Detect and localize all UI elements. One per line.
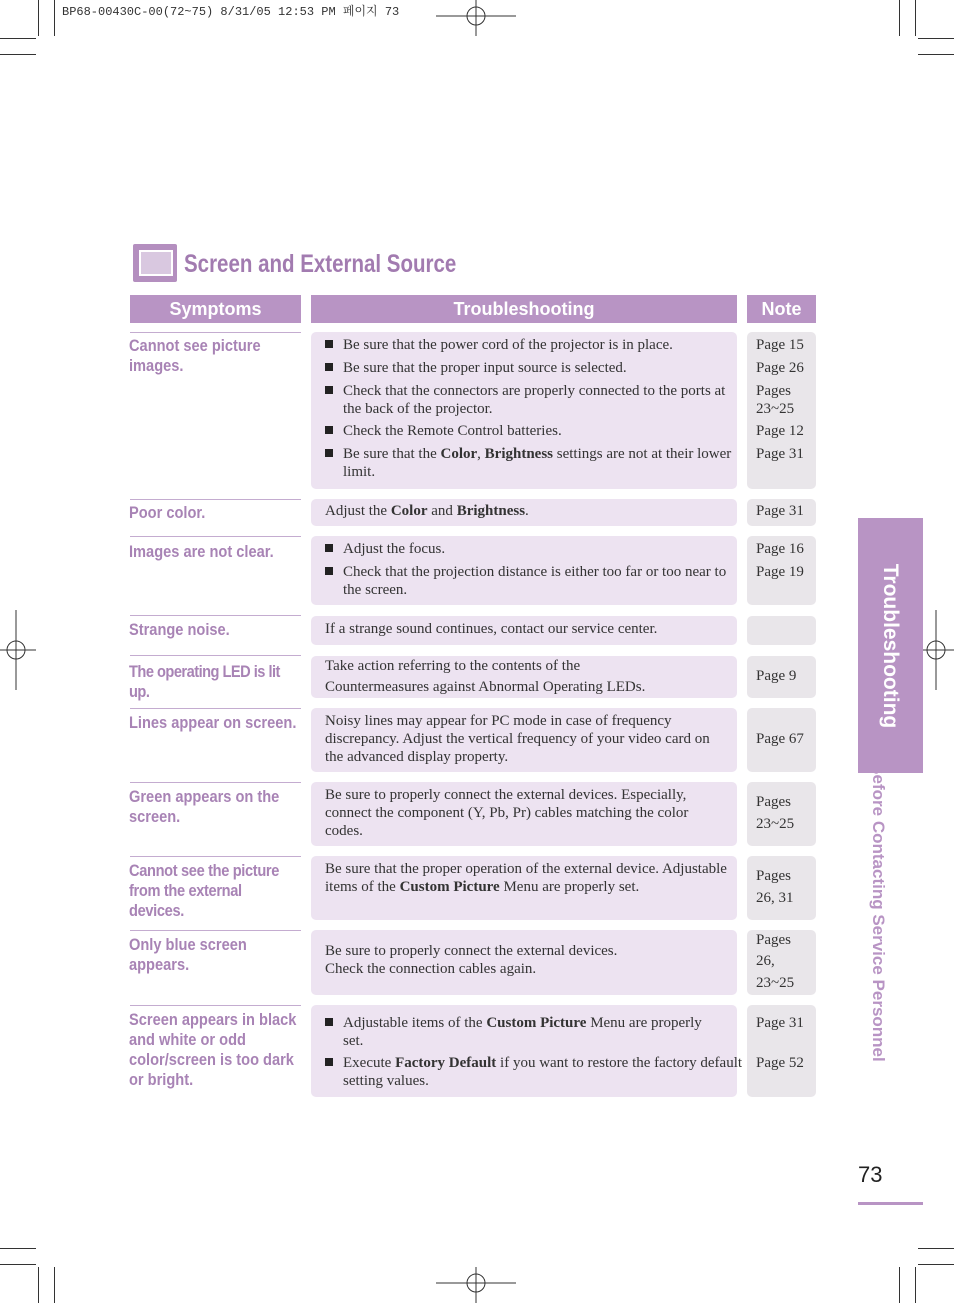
troubleshooting-text: If a strange sound continues, contact our service center. [325, 621, 658, 637]
note-cell [747, 708, 816, 772]
note-cell [747, 499, 816, 526]
symptom-label: Only blue screen appears. [129, 935, 247, 974]
page-reference: Page 31 [756, 446, 804, 462]
list-item: Check that the projection distance is either too far or too near to the screen. [325, 563, 739, 599]
row-divider [130, 930, 301, 931]
troubleshooting-cell [311, 616, 737, 645]
symptom-label: Lines appear on screen. [129, 713, 297, 732]
row-divider [130, 782, 301, 783]
side-subtitle: Before Contacting Service Personnel [869, 762, 888, 1062]
page-reference: Page 15 [756, 337, 804, 353]
row-divider [130, 1005, 301, 1006]
note-cell [747, 536, 816, 605]
troubleshooting-cell [311, 332, 737, 489]
registration-mark-right [918, 610, 954, 690]
page-reference: Pages [756, 383, 791, 399]
page-reference: Page 31 [756, 503, 804, 519]
list-item: Be sure that the proper input source is selected. [325, 359, 739, 377]
troubleshooting-text: Be sure that the proper operation of the external device. Adjustable items of the Custom Picture Menu are properly set. [325, 861, 727, 895]
page-reference: 23~25 [756, 401, 795, 417]
symptom-label: The operating LED is lit up. [129, 662, 280, 701]
troubleshooting-cell [311, 656, 737, 698]
page-reference: 23~25 [756, 975, 795, 991]
row-divider [130, 332, 301, 333]
registration-mark-bottom [436, 1267, 516, 1303]
section-title: Screen and External Source [184, 250, 457, 278]
note-cell [747, 856, 816, 920]
symptom-label: Strange noise. [129, 620, 230, 639]
troubleshooting-text: Take action referring to the contents of the [325, 658, 581, 674]
note-cell [747, 656, 816, 698]
page-reference: 26, 31 [756, 890, 794, 906]
row-divider [130, 856, 301, 857]
page-reference: Page 26 [756, 360, 804, 376]
symptom-label: Green appears on the screen. [129, 787, 280, 826]
registration-mark-left [0, 610, 36, 690]
note-cell [747, 332, 816, 489]
bullet-icon [325, 544, 333, 552]
list-item: Check the Remote Control batteries. [325, 422, 739, 440]
row-divider [130, 499, 301, 500]
row-divider [130, 655, 301, 656]
troubleshooting-text: Be sure to properly connect the external devices. [325, 943, 618, 959]
troubleshooting-text: Noisy lines may appear for PC mode in case of frequency discrepancy. Adjust the vertical frequency of your video card on the advanced display property. [325, 713, 710, 765]
page-reference: Page 52 [756, 1055, 804, 1071]
page-reference: Page 9 [756, 668, 797, 684]
troubleshooting-cell [311, 499, 737, 526]
troubleshooting-cell [311, 782, 737, 846]
note-cell [747, 930, 816, 995]
bullet-icon [325, 567, 333, 575]
troubleshooting-text: Be sure to properly connect the external devices. Especially, connect the component (Y, Pb, Pr) cables matching the color codes. [325, 787, 689, 839]
list-item: Adjustable items of the Custom Picture Menu are properly set. [325, 1014, 713, 1050]
note-cell [747, 616, 816, 645]
list-item: Execute Factory Default if you want to restore the factory default setting values. [325, 1054, 743, 1090]
page-number: 73 [858, 1162, 883, 1187]
bullet-icon [325, 1018, 333, 1026]
row-divider [130, 536, 301, 537]
list-item: Adjust the focus. [325, 540, 739, 558]
list-item: Be sure that the power cord of the projector is in place. [325, 336, 739, 354]
side-tab [858, 518, 923, 773]
troubleshooting-cell [311, 930, 737, 995]
symptom-label: Poor color. [129, 503, 206, 522]
bullet-icon [325, 340, 333, 348]
list-item: Check that the connectors are properly connected to the ports at the back of the projector. [325, 382, 739, 418]
troubleshooting-text: Check the connection cables again. [325, 961, 537, 977]
bullet-icon [325, 449, 333, 457]
column-header-note: Note [747, 295, 816, 323]
screen-icon [133, 244, 177, 282]
column-header-symptoms: Symptoms [130, 295, 301, 323]
troubleshooting-cell [311, 1005, 743, 1097]
row-divider [130, 615, 301, 616]
registration-mark-top [436, 0, 516, 36]
bullet-icon [325, 1058, 333, 1066]
page-reference: Pages [756, 932, 791, 948]
troubleshooting-cell [311, 708, 737, 772]
note-cell [747, 782, 816, 846]
page-reference: Pages [756, 794, 791, 810]
page-reference: Page 67 [756, 731, 804, 747]
page-reference: Pages [756, 868, 791, 884]
troubleshooting-text: Adjust the Color and Brightness. [325, 503, 529, 519]
list-item: Be sure that the Color, Brightness settings are not at their lower limit. [325, 445, 739, 481]
page-reference: Page 12 [756, 423, 804, 439]
column-header-troubleshooting: Troubleshooting [311, 295, 737, 323]
page-number-rule [858, 1202, 923, 1205]
bullet-icon [325, 386, 333, 394]
troubleshooting-text: Countermeasures against Abnormal Operating LEDs. [325, 679, 646, 695]
symptom-label: Screen appears in black and white or odd color/screen is too dark or bright. [129, 1010, 297, 1089]
symptom-label: Cannot see the picture from the external devices. [129, 861, 280, 920]
symptom-label: Cannot see picture images. [129, 336, 261, 375]
page-reference: Page 31 [756, 1015, 804, 1031]
symptom-label: Images are not clear. [129, 542, 274, 561]
bullet-icon [325, 363, 333, 371]
troubleshooting-cell [311, 536, 737, 605]
page-reference: Page 16 [756, 541, 804, 557]
bullet-icon [325, 426, 333, 434]
page-reference: Page 19 [756, 564, 804, 580]
side-tab-label: Troubleshooting [879, 563, 902, 729]
row-divider [130, 708, 301, 709]
page-reference: 26, [756, 953, 775, 969]
page-reference: 23~25 [756, 816, 795, 832]
print-header: BP68-00430C-00(72~75) 8/31/05 12:53 PM 페이지 73 [62, 5, 400, 19]
note-cell [747, 1005, 816, 1097]
troubleshooting-cell [311, 856, 737, 920]
